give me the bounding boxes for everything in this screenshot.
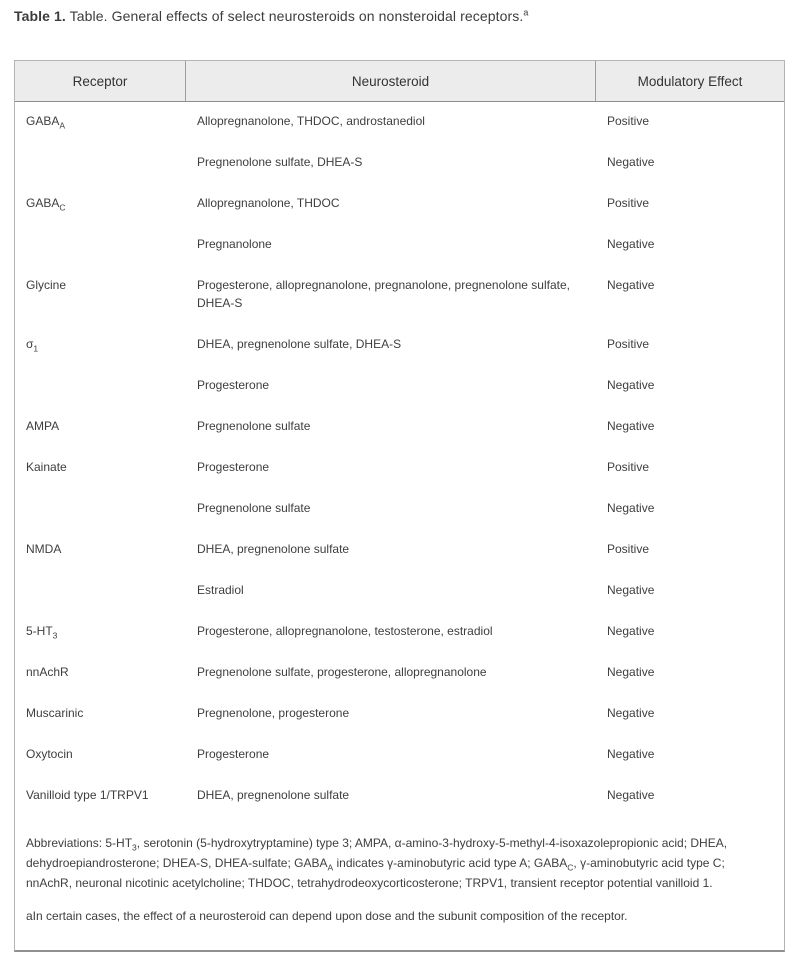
table-body — [15, 102, 784, 817]
neurosteroid-cell: Pregnenolone sulfate — [197, 501, 311, 515]
receptor-cell — [15, 225, 186, 266]
neurosteroid-cell: Pregnenolone sulfate, progesterone, allopregnanolone — [197, 665, 487, 679]
table-caption-label: Table 1. — [14, 8, 66, 24]
neurosteroid-cell: Progesterone — [197, 378, 270, 392]
column-header-modulatory-effect: Modulatory Effect — [637, 73, 743, 89]
receptor-cell — [15, 489, 186, 530]
effect-cell: Negative — [607, 624, 655, 638]
effect-cell: Negative — [607, 583, 655, 597]
table-row — [15, 448, 784, 489]
table-row — [15, 653, 784, 694]
effect-cell: Negative — [607, 501, 655, 515]
neurosteroid-cell: Progesterone, allopregnanolone, testosterone, estradiol — [197, 624, 493, 638]
effect-cell: Positive — [607, 460, 650, 474]
neurosteroid-cell: Allopregnanolone, THDOC — [197, 196, 340, 210]
effect-cell: Negative — [607, 237, 655, 251]
receptor-cell: $5-HT_3$ — [26, 624, 58, 641]
table-row — [15, 266, 784, 325]
neurosteroid-cell: Pregnenolone sulfate, DHEA-S — [197, 155, 363, 169]
abbreviations-footnote: Abbreviations: $5-HT_3$, serotonin (5-hydroxytryptamine) type 3; AMPA, α-amino-3-hydroxy-5-methyl-4-isoxazolepropionic acid; DHEA, dehydroepiandrosterone; DHEA-S, DHEA-sulfate; $GABA_A$ indicates γ-aminobutyric acid type A; $GABA_C$, γ-aminobutyric acid type C; nnAchR, neuronal nicotinic acetylcholine; THDOC, tetrahydrodeoxycorticosterone; TRPV1, transient receptor potential vanilloid 1. — [26, 836, 728, 890]
table-row — [15, 776, 784, 817]
table-row — [15, 225, 784, 266]
table-row — [15, 571, 784, 612]
neurosteroid-cell: Pregnenolone sulfate — [197, 419, 311, 433]
table-row — [15, 184, 784, 225]
neurosteroid-cell: DHEA, pregnenolone sulfate — [197, 542, 350, 556]
table-row — [15, 735, 784, 776]
neurosteroid-cell: Pregnanolone — [197, 237, 272, 251]
table-caption-superscript: a — [523, 7, 529, 18]
neurosteroid-cell: Progesterone, allopregnanolone, pregnanolone, pregnenolone sulfate, DHEA-S — [197, 278, 570, 310]
receptor-cell — [15, 571, 186, 612]
table-row — [15, 143, 784, 184]
receptor-cell: Muscarinic — [26, 706, 84, 720]
neurosteroid-cell: Allopregnanolone, THDOC, androstanediol — [197, 114, 425, 128]
table-row — [15, 612, 784, 653]
receptor-cell: $\sigma_1$ — [26, 337, 39, 354]
neurosteroid-cell: Pregnenolone, progesterone — [197, 706, 350, 720]
receptor-cell: AMPA — [26, 419, 60, 433]
effect-cell: Positive — [607, 542, 650, 556]
receptor-cell: Glycine — [26, 278, 67, 292]
receptor-cell: NMDA — [26, 542, 62, 556]
neurosteroid-cell: DHEA, pregnenolone sulfate, DHEA-S — [197, 337, 402, 351]
effect-cell: Negative — [607, 747, 655, 761]
table-row — [15, 530, 784, 571]
effect-cell: Negative — [607, 665, 655, 679]
neurosteroid-cell: Progesterone — [197, 460, 270, 474]
column-header-neurosteroid: Neurosteroid — [186, 61, 596, 101]
neurosteroids-table — [14, 60, 785, 952]
table-row — [15, 694, 784, 735]
receptor-cell: Oxytocin — [26, 747, 73, 761]
table-caption-text: Table. General effects of select neurosteroids on nonsteroidal receptors. — [65, 8, 524, 24]
effect-cell: Positive — [607, 196, 650, 210]
effect-cell: Negative — [607, 706, 655, 720]
table-row — [15, 366, 784, 407]
receptor-cell: Kainate — [26, 460, 67, 474]
dose-dependence-footnote: aIn certain cases, the effect of a neurosteroid can depend upon dose and the subunit composition of the receptor. — [26, 909, 628, 923]
receptor-cell — [15, 366, 186, 407]
effect-cell: Negative — [607, 419, 655, 433]
receptor-cell: Vanilloid type 1/TRPV1 — [26, 788, 149, 802]
table-row — [15, 102, 784, 143]
table-row — [15, 407, 784, 448]
effect-cell: Negative — [607, 155, 655, 169]
neurosteroid-cell: Estradiol — [197, 583, 244, 597]
table-header-row — [15, 61, 784, 102]
effect-cell: Negative — [607, 278, 655, 292]
neurosteroid-cell: Progesterone — [197, 747, 270, 761]
receptor-cell — [15, 143, 186, 184]
table-row — [15, 325, 784, 366]
receptor-cell: $GABA_C$ — [26, 196, 66, 213]
effect-cell: Negative — [607, 788, 655, 802]
table-caption — [14, 8, 785, 24]
receptor-cell: nnAchR — [26, 665, 69, 679]
table-footnotes — [15, 817, 784, 926]
receptor-cell: $GABA_A$ — [26, 114, 66, 131]
effect-cell: Positive — [607, 114, 650, 128]
effect-cell: Positive — [607, 337, 650, 351]
effect-cell: Negative — [607, 378, 655, 392]
table-row — [15, 489, 784, 530]
column-header-receptor: Receptor — [15, 61, 186, 101]
neurosteroid-cell: DHEA, pregnenolone sulfate — [197, 788, 350, 802]
